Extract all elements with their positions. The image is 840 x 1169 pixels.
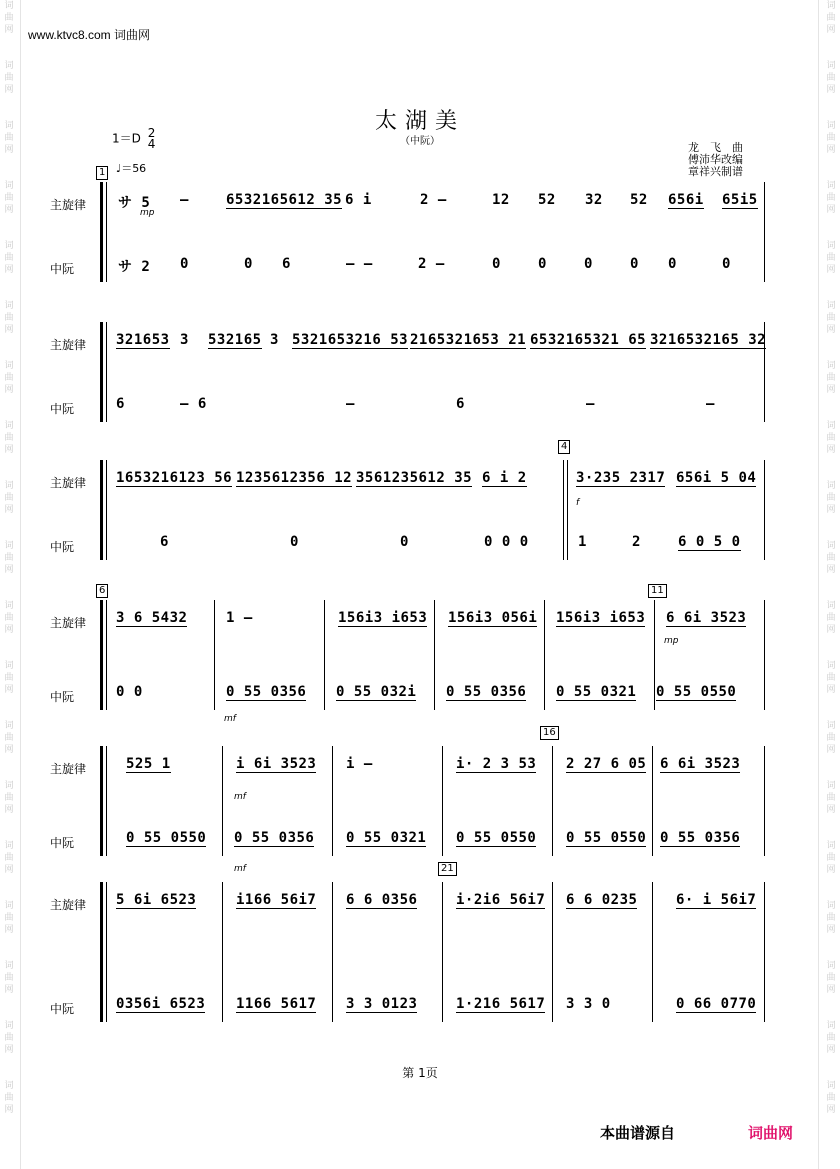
barline — [552, 746, 553, 856]
part-label-ruan: 中阮 — [50, 262, 75, 276]
barline — [552, 882, 553, 1022]
ruan-note-group: 2 – — [418, 256, 445, 272]
ruan-note-group: 6 — [160, 534, 169, 550]
ruan-note-group: 0 — [538, 256, 547, 272]
watermark-glyph: 词 曲 网 — [4, 721, 14, 755]
system-bracket-line — [106, 460, 107, 560]
ruan-note-group: 0 55 0356 — [226, 684, 307, 700]
system-bracket — [100, 600, 103, 710]
watermark-glyph: 词 曲 网 — [826, 661, 836, 695]
melody-note-group: i 6i 3523 — [236, 756, 317, 772]
ruan-note-group: 1 — [578, 534, 587, 550]
ruan-note-group: 0 55 0356 — [234, 830, 315, 846]
measure-number: 4 — [558, 440, 570, 454]
melody-note-group: i166 56i7 — [236, 892, 317, 908]
melody-note-group: 52 — [630, 192, 648, 208]
part-label-ruan: 中阮 — [50, 836, 75, 850]
ruan-note-group: 0 — [668, 256, 677, 272]
credits — [688, 142, 743, 178]
watermark-glyph: 词 曲 网 — [4, 781, 14, 815]
site-url[interactable]: www.ktvc8.com 词曲网 — [28, 28, 151, 42]
ruan-note-group: – — [346, 396, 355, 412]
watermark-glyph: 词 曲 网 — [4, 181, 14, 215]
melody-note-group: 52 — [538, 192, 556, 208]
ruan-note-group: 6 — [116, 396, 125, 412]
system-bracket — [100, 322, 103, 422]
melody-note-group: 6 6i 3523 — [666, 610, 747, 626]
dynamic-marking: mp — [140, 208, 155, 218]
system-bracket-line — [106, 600, 107, 710]
ruan-note-group: 0356i 6523 — [116, 996, 206, 1012]
source-text: 本曲谱源自 — [600, 1124, 676, 1142]
watermark-glyph: 词 曲 网 — [826, 541, 836, 575]
credit-typesetter: 章祥兴制谱 — [688, 165, 743, 178]
melody-note-group: 3·235 2317 — [576, 470, 666, 486]
ruan-note-group: 0 — [584, 256, 593, 272]
ruan-note-group: 0 66 0770 — [676, 996, 757, 1012]
time-sig-bottom: 4 — [147, 137, 156, 151]
barline — [654, 600, 655, 710]
barline — [764, 746, 765, 856]
melody-note-group: 5321653216 53 — [292, 332, 409, 348]
part-label-melody: 主旋律 — [50, 338, 87, 352]
part-label-melody: 主旋律 — [50, 198, 87, 212]
melody-note-group: 6 i — [345, 192, 372, 208]
ruan-note-group: 0 — [400, 534, 409, 550]
melody-note-group: i· 2 3 53 — [456, 756, 537, 772]
system-bracket — [100, 460, 103, 560]
ruan-note-group: 6 0 5 0 — [678, 534, 741, 550]
ruan-note-group: 2 — [632, 534, 641, 550]
measure-number: 21 — [438, 862, 457, 876]
measure-number: 11 — [648, 584, 667, 598]
system-bracket — [100, 182, 103, 282]
melody-note-group: 6 6 0356 — [346, 892, 418, 908]
watermark-glyph: 词 曲 网 — [4, 61, 14, 95]
part-label-melody: 主旋律 — [50, 762, 87, 776]
ruan-note-group: サ 2 — [118, 259, 151, 275]
barline — [222, 746, 223, 856]
barline — [442, 882, 443, 1022]
ruan-note-group: 0 — [722, 256, 731, 272]
melody-note-group: 6 6i 3523 — [660, 756, 741, 772]
melody-note-group: 3 6 5432 — [116, 610, 188, 626]
melody-note-group: 1 – — [226, 610, 253, 626]
watermark-glyph: 词 曲 网 — [826, 1081, 836, 1115]
watermark-glyph: 词 曲 网 — [826, 361, 836, 395]
system-bracket-line — [106, 322, 107, 422]
measure-number: 1 — [96, 166, 108, 180]
melody-note-group: 656i 5 04 — [676, 470, 757, 486]
melody-note-group: 321653 — [116, 332, 170, 348]
barline — [652, 746, 653, 856]
watermark-glyph: 词 曲 网 — [4, 361, 14, 395]
watermark-glyph: 词 曲 网 — [826, 1021, 836, 1055]
dynamic-marking: f — [576, 498, 580, 508]
credit-arranger: 傅沛华改编 — [688, 153, 743, 166]
system-bracket-line — [106, 882, 107, 1022]
watermark-glyph: 词 曲 网 — [4, 481, 14, 515]
watermark-glyph: 词 曲 网 — [4, 1081, 14, 1115]
watermark-glyph: 词 曲 网 — [826, 721, 836, 755]
key-signature: 1＝D 2 4 — [112, 126, 156, 151]
watermark-glyph: 词 曲 网 — [826, 181, 836, 215]
system-bracket-line — [106, 182, 107, 282]
page-number: 第 1页 — [402, 1066, 438, 1080]
watermark-glyph: 词 曲 网 — [4, 1, 14, 35]
part-label-ruan: 中阮 — [50, 402, 75, 416]
melody-note-group: 65i5 — [722, 192, 758, 208]
melody-note-group: 5 6i 6523 — [116, 892, 197, 908]
ruan-note-group: – 6 — [180, 396, 207, 412]
watermark-glyph: 词 曲 网 — [826, 961, 836, 995]
melody-note-group: 6· i 56i7 — [676, 892, 757, 908]
watermark-glyph: 词 曲 网 — [4, 961, 14, 995]
part-label-ruan: 中阮 — [50, 540, 75, 554]
melody-note-group: 6532165612 35 — [226, 192, 343, 208]
ruan-note-group: 0 55 0550 — [656, 684, 737, 700]
melody-note-group: 3561235612 35 — [356, 470, 473, 486]
barline — [652, 882, 653, 1022]
ruan-note-group: 0 55 0321 — [346, 830, 427, 846]
dynamic-marking: mf — [234, 792, 246, 802]
system-bracket-line — [106, 746, 107, 856]
watermark-glyph: 词 曲 网 — [826, 481, 836, 515]
dynamic-marking: mp — [664, 636, 679, 646]
barline — [567, 460, 568, 560]
ruan-note-group: 0 0 0 — [484, 534, 529, 550]
watermark-glyph: 词 曲 网 — [4, 1021, 14, 1055]
watermark-glyph: 词 曲 网 — [4, 841, 14, 875]
part-label-melody: 主旋律 — [50, 616, 87, 630]
ruan-note-group: 0 — [244, 256, 253, 272]
barline — [764, 460, 765, 560]
ruan-note-group: 0 — [630, 256, 639, 272]
melody-note-group: – — [180, 192, 189, 208]
system-bracket — [100, 882, 103, 1022]
melody-note-group: 6532165321 65 — [530, 332, 647, 348]
watermark-glyph: 词 曲 网 — [4, 241, 14, 275]
ruan-note-group: 0 — [180, 256, 189, 272]
watermark-glyph: 词 曲 网 — [826, 241, 836, 275]
melody-note-group: i – — [346, 756, 373, 772]
score-system — [0, 585, 840, 710]
ruan-note-group: – — [706, 396, 715, 412]
barline — [764, 182, 765, 282]
watermark-glyph: 词 曲 网 — [826, 121, 836, 155]
source-logo[interactable]: 词曲网 — [748, 1124, 794, 1142]
watermark-glyph: 词 曲 网 — [826, 421, 836, 455]
score-title: 太湖美 — [374, 109, 465, 134]
measure-number: 16 — [540, 726, 559, 740]
ruan-note-group: 0 55 032i — [336, 684, 417, 700]
ruan-note-group: 1166 5617 — [236, 996, 317, 1012]
melody-note-group: i·2i6 56i7 — [456, 892, 546, 908]
watermark-glyph: 词 曲 网 — [826, 1, 836, 35]
watermark-glyph: 词 曲 网 — [4, 121, 14, 155]
ruan-note-group: 0 55 0321 — [556, 684, 637, 700]
ruan-note-group: 0 — [492, 256, 501, 272]
melody-note-group: 6 6 0235 — [566, 892, 638, 908]
part-label-melody: 主旋律 — [50, 476, 87, 490]
melody-note-group: 6 i 2 — [482, 470, 527, 486]
watermark-glyph: 词 曲 网 — [826, 841, 836, 875]
melody-note-group: 2165321653 21 — [410, 332, 527, 348]
ruan-note-group: 0 55 0550 — [126, 830, 207, 846]
melody-note-group: 156i3 i653 — [338, 610, 428, 626]
melody-note-group: 3 — [180, 332, 189, 348]
melody-note-group: 2 27 6 05 — [566, 756, 647, 772]
barline — [764, 882, 765, 1022]
ruan-note-group: 3 3 0123 — [346, 996, 418, 1012]
ruan-note-group: 6 — [282, 256, 291, 272]
watermark-glyph: 词 曲 网 — [826, 601, 836, 635]
part-label-ruan: 中阮 — [50, 1002, 75, 1016]
dynamic-marking: mf — [224, 714, 236, 724]
ruan-note-group: 0 55 0550 — [566, 830, 647, 846]
melody-note-group: 2 – — [420, 192, 447, 208]
barline — [332, 746, 333, 856]
barline — [764, 600, 765, 710]
watermark-glyph: 词 曲 网 — [4, 421, 14, 455]
barline — [442, 746, 443, 856]
ruan-note-group: 0 55 0356 — [660, 830, 741, 846]
barline — [434, 600, 435, 710]
barline — [332, 882, 333, 1022]
watermark-glyph: 词 曲 网 — [826, 61, 836, 95]
melody-note-group: 156i3 056i — [448, 610, 538, 626]
system-bracket — [100, 746, 103, 856]
melody-note-group: 12 — [492, 192, 510, 208]
barline — [563, 460, 564, 560]
watermark-glyph: 词 曲 网 — [826, 781, 836, 815]
score-subtitle: （中阮） — [400, 136, 440, 147]
ruan-note-group: 0 55 0550 — [456, 830, 537, 846]
score-system — [0, 441, 840, 560]
tempo-marking: ♩＝56 — [116, 162, 147, 175]
melody-note-group: 656i — [668, 192, 704, 208]
ruan-note-group: – – — [346, 256, 373, 272]
melody-note-group: 532165 — [208, 332, 262, 348]
ruan-note-group: 0 — [290, 534, 299, 550]
part-label-melody: 主旋律 — [50, 898, 87, 912]
barline — [222, 882, 223, 1022]
watermark-glyph: 词 曲 网 — [4, 661, 14, 695]
score-system — [0, 322, 840, 422]
watermark-glyph: 词 曲 网 — [4, 901, 14, 935]
melody-note-group: 1653216123 56 — [116, 470, 233, 486]
barline — [214, 600, 215, 710]
ruan-note-group: 6 — [456, 396, 465, 412]
melody-note-group: 3216532165 32 — [650, 332, 767, 348]
ruan-note-group: – — [586, 396, 595, 412]
ruan-note-group: 0 55 0356 — [446, 684, 527, 700]
credit-composer: 龙 飞 曲 — [688, 141, 743, 154]
dynamic-marking: mf — [234, 864, 246, 874]
measure-number: 6 — [96, 584, 108, 598]
time-sig-top: 2 — [147, 126, 156, 140]
ruan-note-group: 1·216 5617 — [456, 996, 546, 1012]
ruan-note-group: 3 3 0 — [566, 996, 611, 1012]
ruan-note-group: 0 0 — [116, 684, 143, 700]
melody-note-group: 525 1 — [126, 756, 171, 772]
barline — [324, 600, 325, 710]
part-label-ruan: 中阮 — [50, 690, 75, 704]
melody-note-group: 3 — [270, 332, 279, 348]
watermark-glyph: 词 曲 网 — [4, 601, 14, 635]
melody-note-group: 156i3 i653 — [556, 610, 646, 626]
melody-note-group: サ 5 — [118, 195, 151, 211]
barline — [544, 600, 545, 710]
melody-note-group: 1235612356 12 — [236, 470, 353, 486]
watermark-glyph: 词 曲 网 — [4, 301, 14, 335]
melody-note-group: 32 — [585, 192, 603, 208]
watermark-glyph: 词 曲 网 — [4, 541, 14, 575]
watermark-glyph: 词 曲 网 — [826, 301, 836, 335]
watermark-glyph: 词 曲 网 — [826, 901, 836, 935]
